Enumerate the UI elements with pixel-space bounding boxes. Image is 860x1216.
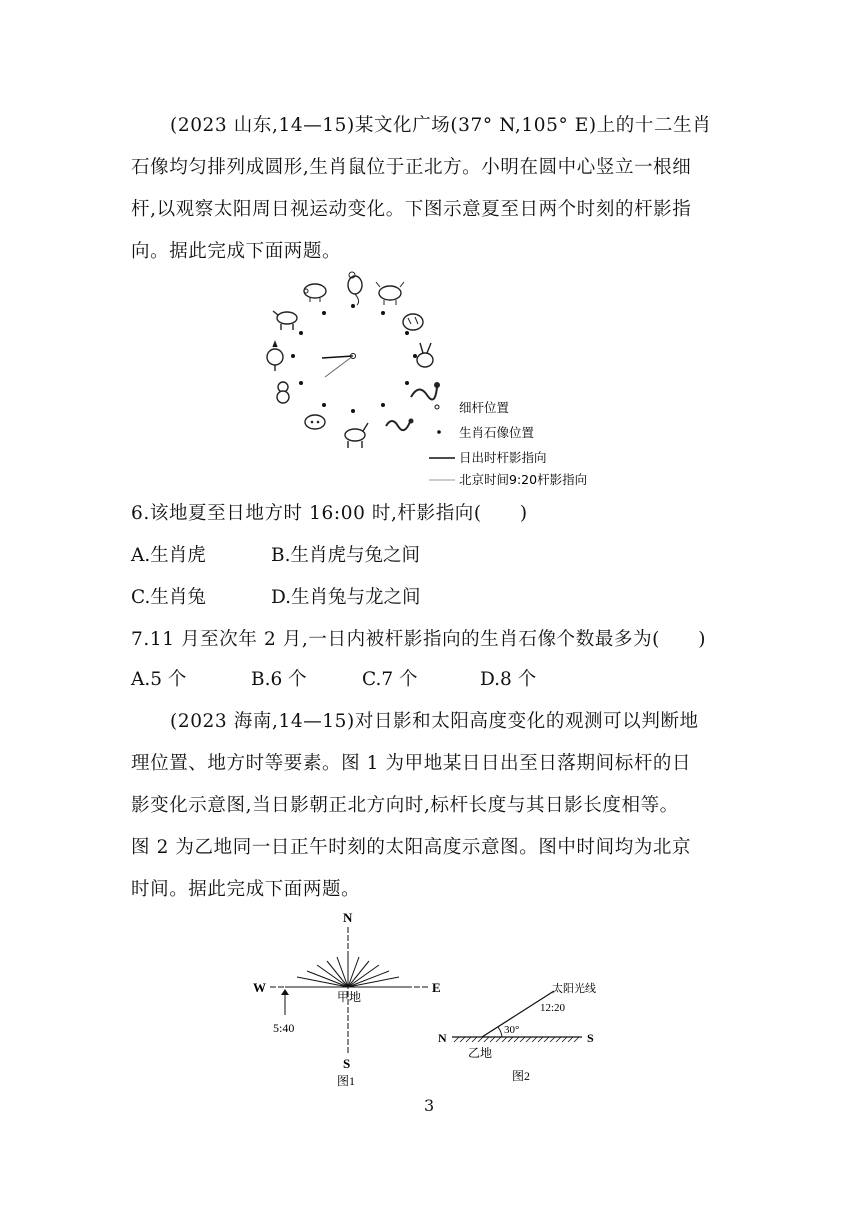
passage2-line-1: (2023 海南,14—15)对日影和太阳高度变化的观测可以判断地 [170,711,699,732]
fig2-south-label: S [587,1031,594,1045]
passage2-line-5: 时间。据此完成下面两题。 [131,879,361,900]
page-number: 3 [424,1096,435,1115]
passage1-line-4: 向。据此完成下面两题。 [131,241,342,262]
passage1-line-3: 杆,以观察太阳周日视运动变化。下图示意夏至日两个时刻的杆影指 [131,199,692,220]
ox-icon [376,282,404,305]
monkey-icon [277,382,289,403]
passage2-line-4: 图 2 为乙地同一日正午时刻的太阳高度示意图。图中时间均为北京 [131,837,692,858]
dragon-icon [411,382,440,400]
beijing-920-shadow-line [325,356,353,377]
fig1-west-label: W [253,980,266,995]
fig2-place-label: 乙地 [468,1046,493,1060]
tiger-icon [403,314,423,330]
passage2-line-3: 影变化示意图,当日影朝正北方向时,标杆长度与其日影长度相等。 [131,795,679,816]
fig1-place-label: 甲地 [337,990,362,1004]
snake-icon [386,419,414,431]
fig1-caption: 图1 [337,1074,356,1088]
fig2-north-label: N [438,1031,447,1045]
zodiac-shadow-figure [255,265,615,490]
fig2-ray-label: 太阳光线 [552,983,596,995]
fig2-ground-hatching [454,1037,579,1042]
legend-statue-label: 生肖石像位置 [459,425,535,440]
question-6-stem: 6.该地夏至日地方时 16:00 时,杆影指向( ) [131,503,528,524]
question-6-option-c[interactable]: C.生肖兔 [131,587,206,608]
fig1-south-label: S [343,1056,351,1071]
fig2-angle-arc [498,1027,502,1037]
question-6-option-b[interactable]: B.生肖虎与兔之间 [271,545,420,566]
sunrise-shadow-line [322,356,353,358]
question-7-option-a[interactable]: A.5 个 [131,669,187,690]
fig1-east-label: E [432,980,441,995]
fig2-caption: 图2 [512,1069,531,1083]
legend-pole-symbol [435,405,439,409]
question-7-stem: 7.11 月至次年 2 月,一日内被杆影指向的生肖石像个数最多为( ) [131,629,707,650]
passage1-line-2: 石像均匀排列成圆形,生肖鼠位于正北方。小明在圆中心竖立一根细 [131,157,692,178]
goat-icon [305,415,325,429]
fig1-north-label: N [343,910,353,925]
legend-sunrise-label: 日出时杆影指向 [459,450,547,465]
question-7-option-d[interactable]: D.8 个 [480,669,537,690]
rooster-icon [267,342,283,371]
question-7-option-b[interactable]: B.6 个 [251,669,307,690]
dog-icon [273,311,297,330]
legend-pole-label: 细杆位置 [459,400,510,415]
horse-icon [345,423,368,448]
rat-icon [348,272,362,305]
passage2-line-2: 理位置、地方时等要素。图 1 为甲地某日日出至日落期间标杆的日 [131,753,692,774]
passage1-line-1: (2023 山东,14—15)某文化广场(37° N,105° E)上的十二生肖 [170,115,712,136]
fig1-time-label: 5:40 [273,1021,295,1035]
fig2-angle-label: 30° [504,1024,520,1036]
question-6-option-d[interactable]: D.生肖兔与龙之间 [271,587,421,608]
question-6-option-a[interactable]: A.生肖虎 [131,545,206,566]
figure-2-solar-altitude [432,975,612,1090]
fig1-shadow-fan [285,955,411,987]
legend-920-label: 北京时间9:20杆影指向 [459,472,588,487]
pig-icon [304,284,326,302]
legend-statue-symbol [437,430,441,434]
fig1-sunrise-arrowhead [281,989,289,995]
question-7-option-c[interactable]: C.7 个 [362,669,418,690]
rabbit-icon [417,343,433,367]
fig2-time-label: 12:20 [540,1002,566,1014]
